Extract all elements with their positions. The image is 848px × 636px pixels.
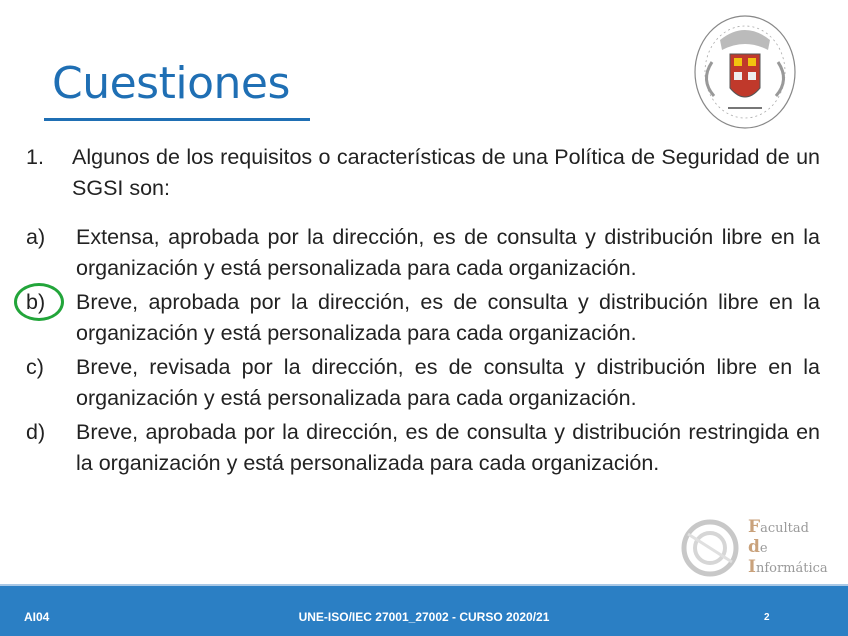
option-b[interactable] bbox=[26, 287, 820, 349]
faculty-logo-text: Facultad de Informática bbox=[748, 517, 828, 577]
option-label: c) bbox=[26, 355, 44, 379]
option-label: a) bbox=[26, 225, 46, 249]
option-label: d) bbox=[26, 420, 46, 444]
option-text: Extensa, aprobada por la dirección, es de consulta y distribución libre en la organización y está personalizada para cada organización. bbox=[76, 225, 820, 280]
footer-bar bbox=[0, 586, 848, 636]
option-text: Breve, aprobada por la dirección, es de consulta y distribución libre en la organización y está personalizada para cada organización. bbox=[76, 290, 820, 345]
option-a[interactable] bbox=[26, 222, 820, 284]
option-label: b) bbox=[26, 290, 46, 314]
question-block bbox=[26, 142, 820, 204]
slide-title: Cuestiones bbox=[52, 58, 290, 109]
option-text: Breve, revisada por la dirección, es de consulta y distribución libre en la organización y está personalizada para cada organización. bbox=[76, 355, 820, 410]
answer-options bbox=[26, 222, 820, 482]
question-text: Algunos de los requisitos o características de una Política de Seguridad de un SGSI son: bbox=[72, 145, 820, 200]
option-c[interactable] bbox=[26, 352, 820, 414]
footer-course-title: UNE-ISO/IEC 27001_27002 - CURSO 2020/21 bbox=[298, 610, 550, 624]
university-seal-icon bbox=[690, 10, 800, 132]
footer-course-code: AI04 bbox=[24, 610, 50, 624]
option-text: Breve, aprobada por la dirección, es de consulta y distribución restringida en la organización y está personalizada para cada organización. bbox=[76, 420, 820, 475]
question-number: 1. bbox=[26, 145, 44, 169]
title-underline bbox=[44, 118, 310, 121]
page-number: 2 bbox=[764, 612, 770, 623]
option-d[interactable] bbox=[26, 417, 820, 479]
